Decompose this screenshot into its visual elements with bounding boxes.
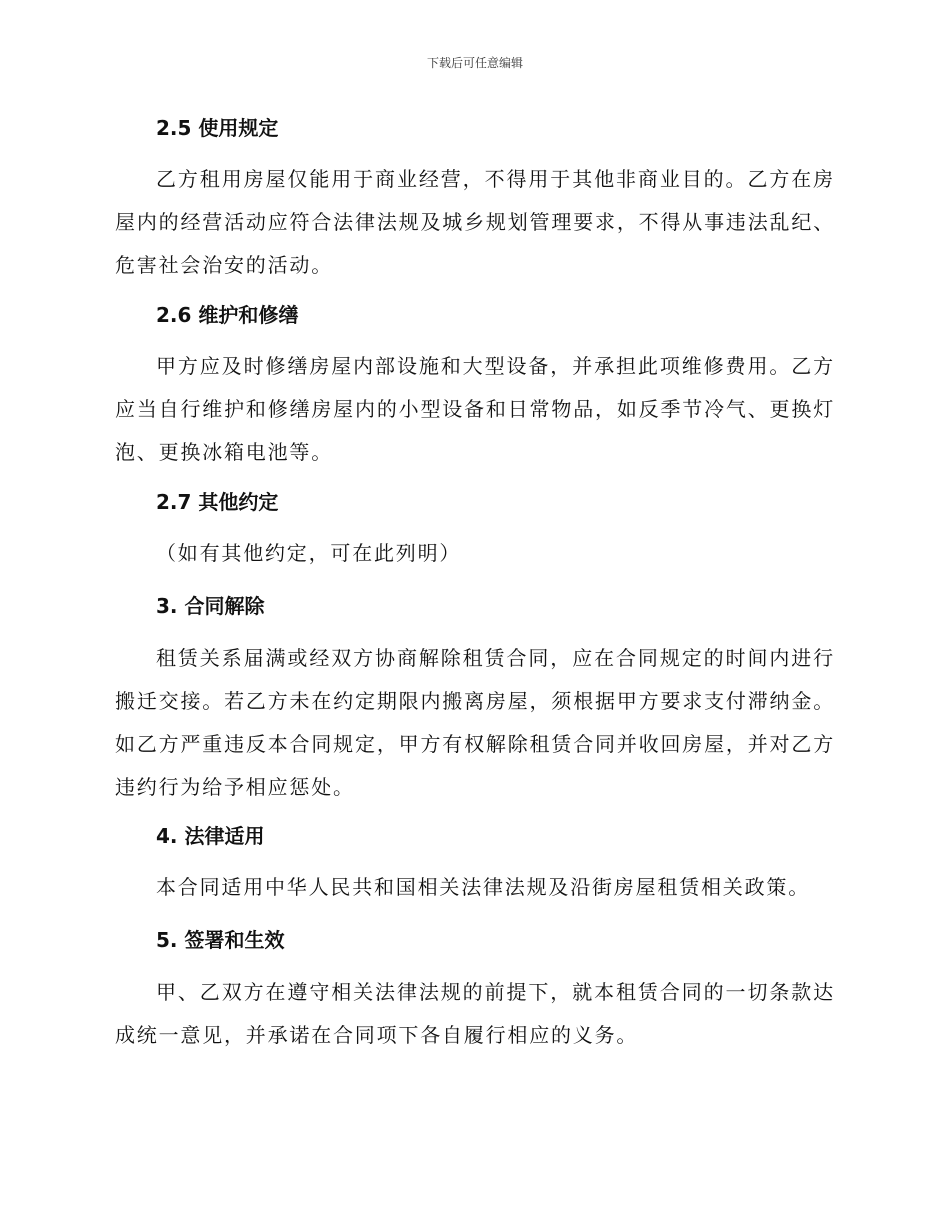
section-paragraph: 甲方应及时修缮房屋内部设施和大型设备，并承担此项维修费用。乙方应当自行维护和修缮房屋内的小型设备和日常物品，如反季节冷气、更换灯泡、更换冰箱电池等。: [115, 354, 835, 464]
section-3-body: [115, 637, 835, 809]
section-paragraph: 甲、乙双方在遵守相关法律法规的前提下，就本租赁合同的一切条款达成统一意见，并承诺在合同项下各自履行相应的义务。: [115, 980, 835, 1047]
section-4-body: [115, 866, 835, 909]
section-heading: 4. 法律适用: [156, 824, 265, 848]
section-paragraph: （如有其他约定，可在此列明）: [156, 541, 462, 565]
section-heading: 2.7 其他约定: [156, 490, 279, 514]
section-paragraph: 乙方租用房屋仅能用于商业经营，不得用于其他非商业目的。乙方在房屋内的经营活动应符合法律法规及城乡规划管理要求，不得从事违法乱纪、危害社会治安的活动。: [115, 167, 835, 277]
section-heading: 5. 签署和生效: [156, 928, 285, 952]
section-2-6-body: [115, 345, 835, 474]
section-heading: 2.6 维护和修缮: [156, 303, 299, 327]
section-5: [115, 926, 835, 954]
page-header: 下载后可任意编辑: [426, 56, 523, 70]
section-2-5-body: [115, 158, 835, 287]
section-paragraph: 本合同适用中华人民共和国相关法律法规及沿街房屋租赁相关政策。: [156, 875, 810, 899]
section-heading: 3. 合同解除: [156, 594, 265, 618]
section-heading: 2.5 使用规定: [156, 116, 279, 140]
section-4: [115, 822, 835, 850]
section-2-7-body: [115, 532, 835, 575]
section-3: [115, 592, 835, 620]
section-2-5: [115, 114, 835, 142]
section-2-7: [115, 488, 835, 516]
section-5-body: [115, 971, 835, 1057]
section-2-6: [115, 301, 835, 329]
section-paragraph: 租赁关系届满或经双方协商解除租赁合同，应在合同规定的时间内进行搬迁交接。若乙方未在约定期限内搬离房屋，须根据甲方要求支付滞纳金。如乙方严重违反本合同规定，甲方有权解除租赁合同并收回房屋，并对乙方违约行为给予相应惩处。: [115, 646, 835, 799]
